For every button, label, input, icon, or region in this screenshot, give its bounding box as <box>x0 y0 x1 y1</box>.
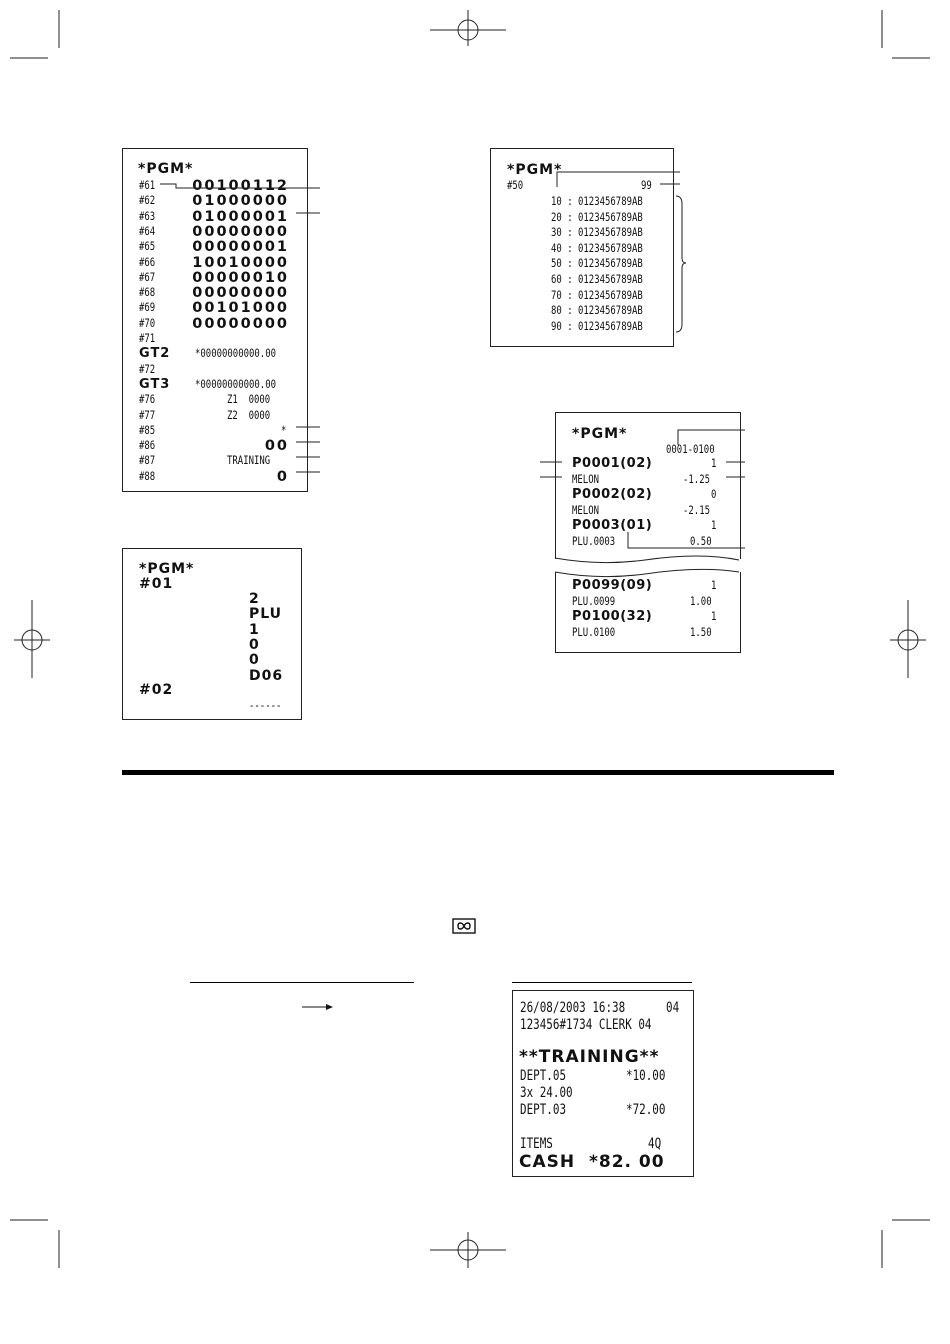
row-value: ------ <box>249 698 282 712</box>
quantity-line: 3x 24.00 <box>520 1085 573 1101</box>
table-entry: 40 : 0123456789AB <box>551 240 643 255</box>
items-count: 4Q <box>648 1136 662 1152</box>
plu-item-value: 1.00 <box>690 593 712 608</box>
row-label: #76 <box>139 392 156 407</box>
row-value: 00101000 <box>192 300 289 317</box>
row-value: 00000000 <box>192 285 289 302</box>
row-value: 00 <box>264 438 289 455</box>
table-entry: 20 : 0123456789AB <box>551 209 643 224</box>
row-value: Z2 0000 <box>227 407 271 422</box>
plu-item-value: 1 <box>711 609 717 623</box>
function-value: 0 <box>249 636 260 653</box>
row-value: Z1 0000 <box>227 392 271 407</box>
plu-item-value: 1 <box>711 456 717 470</box>
row-label: GT2 <box>139 346 171 362</box>
cash-total: *82. 00 <box>589 1152 665 1172</box>
row-label: #62 <box>139 193 156 208</box>
header-rule-left <box>190 982 414 983</box>
section-divider <box>122 770 834 775</box>
plu-item-label: P0003(01) <box>572 518 653 533</box>
date-time: 26/08/2003 16:38 <box>520 1000 626 1016</box>
dept-label: DEPT.03 <box>520 1102 567 1118</box>
header-rule-right <box>512 982 692 983</box>
function-value: 0 <box>249 652 260 669</box>
items-label: ITEMS <box>520 1136 553 1152</box>
row-label: #88 <box>139 468 156 483</box>
plu-item-value: 1 <box>711 518 717 532</box>
row-label: #66 <box>139 254 156 269</box>
row-label: #01 <box>139 576 174 592</box>
row-value: 00100112 <box>192 178 289 194</box>
plu-item-value: 1.50 <box>690 624 712 639</box>
plu-item-label: PLU.0100 <box>572 624 616 639</box>
row-value: 10010000 <box>192 254 289 271</box>
training-banner: **TRAINING** <box>519 1047 660 1067</box>
plu-item-label: MELON <box>572 502 600 517</box>
row-label: #85 <box>139 422 156 437</box>
row-label: GT3 <box>139 376 171 392</box>
row-label: #67 <box>139 269 156 284</box>
row-value: TRAINING <box>227 453 271 468</box>
row-label: #72 <box>139 361 156 376</box>
plu-item-value: -2.15 <box>683 502 711 517</box>
cash-label: CASH <box>519 1152 576 1172</box>
plu-range: 0001-0100 <box>666 442 715 456</box>
row-label: #63 <box>139 208 156 223</box>
plu-item-value: 1 <box>711 578 717 592</box>
table-entry: 30 : 0123456789AB <box>551 225 643 240</box>
plu-item-value: -1.25 <box>683 471 711 486</box>
row-label: #65 <box>139 239 156 254</box>
row-value: 99 <box>641 178 652 192</box>
table-entry: 70 : 0123456789AB <box>551 287 643 302</box>
receipt-header: *PGM* <box>139 561 195 577</box>
plu-item-label: P0099(09) <box>572 578 653 593</box>
receipt-header: *PGM* <box>572 426 628 442</box>
row-value: *00000000000.00 <box>195 346 277 361</box>
receipt-clerk-line: 123456#1734 CLERK 04 <box>520 1017 652 1033</box>
row-value: 00000000 <box>192 223 289 240</box>
row-label: #86 <box>139 438 156 453</box>
row-value: *00000000000.00 <box>195 376 277 391</box>
row-label: #71 <box>139 331 156 345</box>
row-value: 00000010 <box>192 269 289 286</box>
row-label: #02 <box>139 682 174 698</box>
receipt-header: *PGM* <box>138 161 194 177</box>
plu-item-label: PLU.0099 <box>572 593 616 608</box>
row-label: #50 <box>507 178 524 192</box>
row-label: #61 <box>139 178 156 192</box>
row-value: 01000000 <box>192 193 289 210</box>
right-arrow-icon <box>302 1002 334 1012</box>
plu-item-label: P0002(02) <box>572 487 653 502</box>
row-label: #87 <box>139 453 156 468</box>
function-value: 2 <box>249 591 260 607</box>
receipt-pgm-function <box>122 548 302 720</box>
function-value: D06 <box>249 667 284 684</box>
row-label: #77 <box>139 407 156 422</box>
plu-item-value: 0 <box>711 487 717 501</box>
table-entry: 10 : 0123456789AB <box>551 194 643 208</box>
row-value: 0 <box>276 468 289 485</box>
row-label: #64 <box>139 223 156 238</box>
table-entry: 90 : 0123456789AB <box>551 318 643 333</box>
table-entry: 50 : 0123456789AB <box>551 256 643 271</box>
table-entry: 60 : 0123456789AB <box>551 272 643 286</box>
row-label: #70 <box>139 315 156 330</box>
table-entry: 80 : 0123456789AB <box>551 303 643 318</box>
plu-item-label: P0001(02) <box>572 456 653 471</box>
dept-amount: *10.00 <box>626 1068 666 1084</box>
function-value: 1 <box>249 621 260 638</box>
plu-item-label: MELON <box>572 471 600 486</box>
row-value: * <box>281 422 287 437</box>
dept-label: DEPT.05 <box>520 1068 567 1084</box>
row-label: #69 <box>139 300 156 315</box>
function-value: PLU <box>249 606 283 623</box>
receipt-training-sale <box>512 990 694 1177</box>
row-value: 01000001 <box>192 208 289 225</box>
infinity-key-icon <box>452 918 476 934</box>
receipt-header: *PGM* <box>507 162 563 178</box>
row-value: 00000001 <box>192 239 289 256</box>
plu-item-label: P0100(32) <box>572 609 653 624</box>
register-number: 04 <box>666 1000 680 1016</box>
plu-item-label: PLU.0003 <box>572 533 616 548</box>
row-label: #68 <box>139 285 156 300</box>
plu-item-value: 0.50 <box>690 533 712 548</box>
row-value: 00000000 <box>192 315 289 332</box>
dept-amount: *72.00 <box>626 1102 666 1118</box>
